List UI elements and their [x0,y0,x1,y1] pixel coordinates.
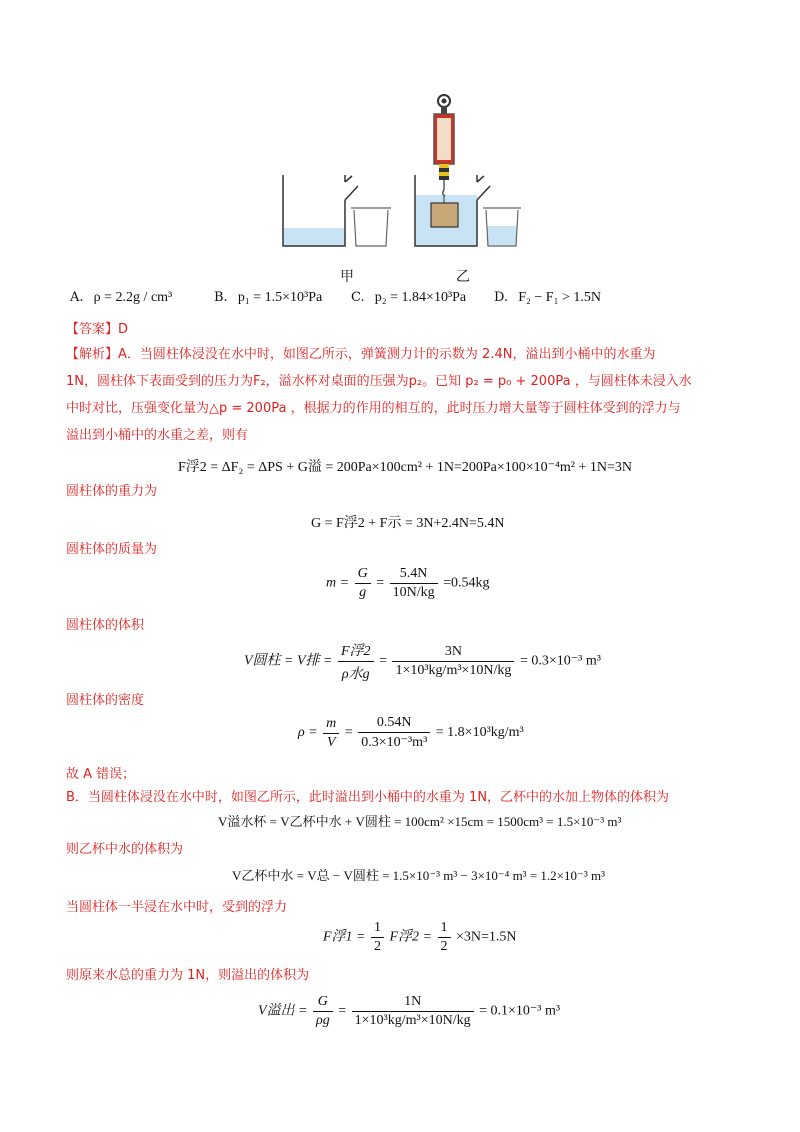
eq9-frac2 [352,994,474,1029]
eq3-num2: 5.4N [390,566,438,584]
option-d-text: F₂ − F₁ > 1.5N [518,290,601,305]
eq9-mid: = [338,1003,347,1019]
eq5-left: ρ = [298,725,318,741]
volume-title: 圆柱体的体积 [66,618,145,633]
eq8-mid: F浮2 = [389,929,432,945]
option-c-text: p₂ = 1.84×10³Pa [374,290,467,305]
spring-scale [434,95,454,203]
eq4-frac1 [338,640,374,683]
eq5-mid: = [344,725,353,741]
eq8-left: F浮1 = [323,929,366,945]
eq9-right: = 0.1×10⁻³ m³ [479,1003,561,1019]
eq3-left: m = [326,575,350,591]
eq9-num1: G [317,994,328,1009]
eq8-frac2 [438,920,451,955]
equation-half-buoyancy [323,920,517,955]
eq4-mid: = [379,653,387,669]
eq8-frac1 [371,920,384,955]
option-c [351,290,466,306]
figure-label-yi: 乙 [456,269,470,285]
eq3-den2: 10N/kg [392,585,435,600]
cylinder-block [431,203,458,227]
density-title: 圆柱体的密度 [66,693,145,708]
eq4-right: = 0.3×10⁻³ m³ [519,653,601,669]
eq5-frac1 [323,716,339,751]
eq4-frac2 [392,644,514,679]
equation-overflow [258,994,560,1029]
equation-overflow-volume: V溢水杯 = V乙杯中水 + V圆柱 = 100cm² ×15cm = 1500cm³ = 1.5×10⁻³ m³ [218,814,622,829]
mass-title: 圆柱体的质量为 [66,542,158,557]
eq3-frac2 [390,566,438,601]
option-d [494,290,601,306]
eq4-den1: ρ水g [341,667,370,682]
option-c-prefix: C. [351,290,365,305]
analysis-intro-c: 中时对比，压强变化量为△p = 200Pa ，根据力的作用的相互的，此时压力增大量等于圆柱体受到的浮力与 [66,401,681,416]
eq4-den2: 1×10³kg/m³×10N/kg [395,663,512,678]
figure-label-jia: 甲 [340,269,354,285]
analysis-label: 【解析】 [66,347,119,362]
eq5-den1: V [326,734,336,750]
eq5-right: = 1.8×10³kg/m³ [435,725,524,741]
small-bucket-jia [351,208,391,246]
experiment-figure [270,90,530,285]
overflow-title: 则原来水总的重力为 1N，则溢出的体积为 [66,968,310,983]
eq8-right: ×3N=1.5N [456,929,517,945]
eq3-num1: G [357,566,368,581]
eq8-num1: 1 [371,920,384,938]
option-a [70,290,172,306]
analysis-intro-b: 1N，圆柱体下表面受到的压力为F₂，溢水杯对桌面的压强为p₂。已知 p₂ = p₀ + 200Pa ，与圆柱体未浸入水 [66,374,692,389]
weight-title: 圆柱体的重力为 [66,484,158,499]
option-d-prefix: D. [494,290,509,305]
eq9-num2: 1N [352,994,474,1012]
eq5-num2: 0.54N [358,715,430,733]
eq5-frac2 [358,715,430,751]
answer-options [70,290,750,312]
eq8-num2: 1 [438,920,451,938]
eq9-den2: 1×10³kg/m³×10N/kg [354,1013,471,1028]
eq9-left: V溢出 = [258,1003,308,1019]
eq8-den1: 2 [374,939,381,954]
option-b [214,290,322,306]
half-title: 当圆柱体一半浸在水中时，受到的浮力 [66,900,288,915]
equation-density [298,715,524,751]
option-a-text: ρ = 2.2g / cm³ [93,290,173,305]
eq8-den2: 2 [440,939,448,954]
water-title: 则乙杯中水的体积为 [66,842,184,857]
small-bucket-yi [483,208,521,246]
option-b-text: p₁ = 1.5×10³Pa [237,290,323,305]
eq4-left: V圆柱 = V排 = [244,653,333,669]
eq5-num1: m [326,715,337,731]
eq4-num2: 3N [392,644,514,662]
analysis-line-1 [66,343,736,367]
option-a-prefix: A. [70,290,84,305]
eq9-frac1 [313,994,333,1029]
eq3-right: =0.54kg [443,575,490,591]
eq5-den2: 0.3×10⁻³m³ [361,735,428,750]
b-intro: B．当圆柱体浸没在水中时，如图乙所示，此时溢出到小桶中的水重为 1N，乙杯中的水加上物体的体积为 [66,790,670,805]
equation-water-volume: V乙杯中水 = V总 − V圆柱 = 1.5×10⁻³ m³ − 3×10⁻⁴ m³ = 1.2×10⁻³ m³ [232,868,606,883]
eq3-frac1 [355,566,371,601]
beaker-diagram [270,90,530,285]
analysis-intro-a: A．当圆柱体浸没在水中时，如图乙所示，弹簧测力计的示数为 2.4N，溢出到小桶中的水重为 [118,347,656,362]
eq3-den1: g [359,585,367,600]
answer-line: 【答案】D [66,322,129,337]
equation-volume [244,640,601,683]
eq3-mid: = [376,575,385,591]
equation-buoyancy: F浮2 = ΔF₂ = ΔPS + G溢 = 200Pa×100cm² + 1N=200Pa×100×10⁻⁴m² + 1N=3N [178,460,632,475]
option-b-prefix: B. [214,290,228,305]
eq9-den1: ρg [316,1013,330,1028]
analysis-intro-d: 溢出到小桶中的水重之差，则有 [66,428,249,443]
equation-weight: G = F浮2 + F示 = 3N+2.4N=5.4N [311,516,505,531]
eq4-num1: F浮2 [341,644,371,659]
conclusion-a: 故 A 错误； [66,767,136,782]
equation-mass [326,566,490,601]
overflow-cup-jia [283,175,358,246]
